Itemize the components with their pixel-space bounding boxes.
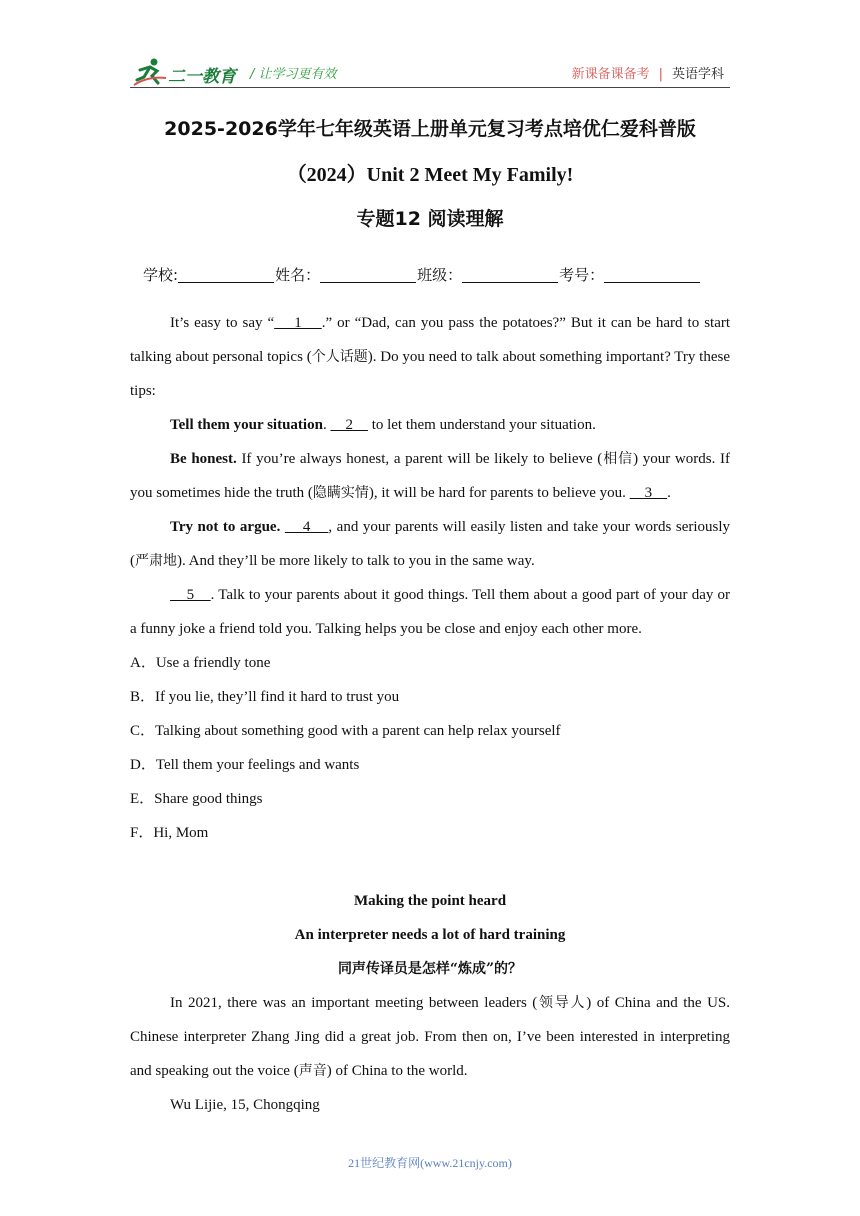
blank-1: 1	[274, 315, 322, 331]
passage1-paragraph-2: Tell them your situation. 2 to let them understand your situation.	[170, 417, 596, 433]
passage2-author: Wu Lijie, 15, Chongqing	[170, 1097, 320, 1113]
blank-4: 4	[284, 519, 329, 535]
name-blank[interactable]	[320, 266, 416, 283]
passage1-paragraph-3: Be honest. If you’re always honest, a parent will be likely to believe (相信) your words. If you sometimes hide the truth (隐瞒实情), it will be hard for parents to believe you. 3 .	[130, 451, 731, 501]
blank-5: 5	[170, 587, 211, 603]
doc-unit-title: （2024）Unit 2 Meet My Family!	[286, 164, 574, 186]
header-divider	[130, 87, 730, 88]
option-d: D．Tell them your feelings and wants	[130, 757, 360, 773]
header-subject-label: 英语学科	[671, 67, 724, 82]
option-f: F．Hi, Mom	[130, 825, 209, 841]
class-label: 班级：	[417, 266, 463, 284]
runner-logo-icon	[132, 56, 168, 88]
student-info-line	[143, 264, 701, 285]
passage1-paragraph-1: It’s easy to say “ 1 .” or “Dad, can you pass the potatoes?” But it can be hard to start talking about personal topics (个人话题). Do you need to talk about something important? Try these tips:	[130, 315, 731, 399]
class-blank[interactable]	[462, 266, 558, 283]
passage1-paragraph-4: Try not to argue. 4 , and your parents will easily listen and take your words seriously (严肃地). And they’ll be more likely to talk to you in the same way.	[130, 519, 731, 569]
name-label: 姓名：	[275, 266, 321, 284]
number-label: 考号：	[559, 266, 605, 284]
logo-text: 二一教育	[168, 67, 236, 87]
blank-2: 2	[330, 417, 368, 433]
option-c: C．Talking about something good with a parent can help relax yourself	[130, 723, 561, 739]
passage1-paragraph-5: 5 . Talk to your parents about it good things. Tell them about a good part of your day or a funny joke a friend told you. Talking helps you be close and enjoy each other more.	[130, 587, 730, 637]
doc-topic-title: 专题12 阅读理解	[356, 208, 504, 230]
header-subject	[572, 63, 724, 82]
doc-title: 2025-2026学年七年级英语上册单元复习考点培优仁爱科普版	[164, 118, 696, 140]
header-separator: |	[658, 67, 663, 82]
page-header	[0, 0, 860, 100]
header-tag: 新课备课备考	[571, 67, 650, 82]
option-e: E．Share good things	[130, 791, 263, 807]
passage2-title: Making the point heard	[353, 893, 507, 909]
option-b: B．If you lie, they’ll find it hard to trust you	[130, 689, 400, 705]
passage2-paragraph-1: In 2021, there was an important meeting between leaders (领导人) of China and the US. Chinese interpreter Zhang Jing did a great job. From then on, I’ve been interested in interpreting and speaking out the voice (声音) of China to the world.	[130, 995, 731, 1079]
logo	[132, 56, 242, 88]
page-footer: 21世纪教育网(www.21cnjy.com)	[348, 1156, 512, 1170]
slogan: / 让学习更有效	[250, 67, 337, 82]
blank-3: 3	[629, 485, 668, 501]
school-blank[interactable]	[178, 266, 274, 283]
section-gap	[130, 850, 730, 884]
passage2-cn-title: 同声传译员是怎样“炼成”的？	[337, 961, 523, 977]
option-a: A．Use a friendly tone	[130, 655, 271, 671]
school-label: 学校:	[143, 266, 179, 284]
main-content	[130, 306, 730, 1122]
number-blank[interactable]	[604, 266, 700, 283]
passage2-subtitle: An interpreter needs a lot of hard training	[294, 927, 566, 943]
